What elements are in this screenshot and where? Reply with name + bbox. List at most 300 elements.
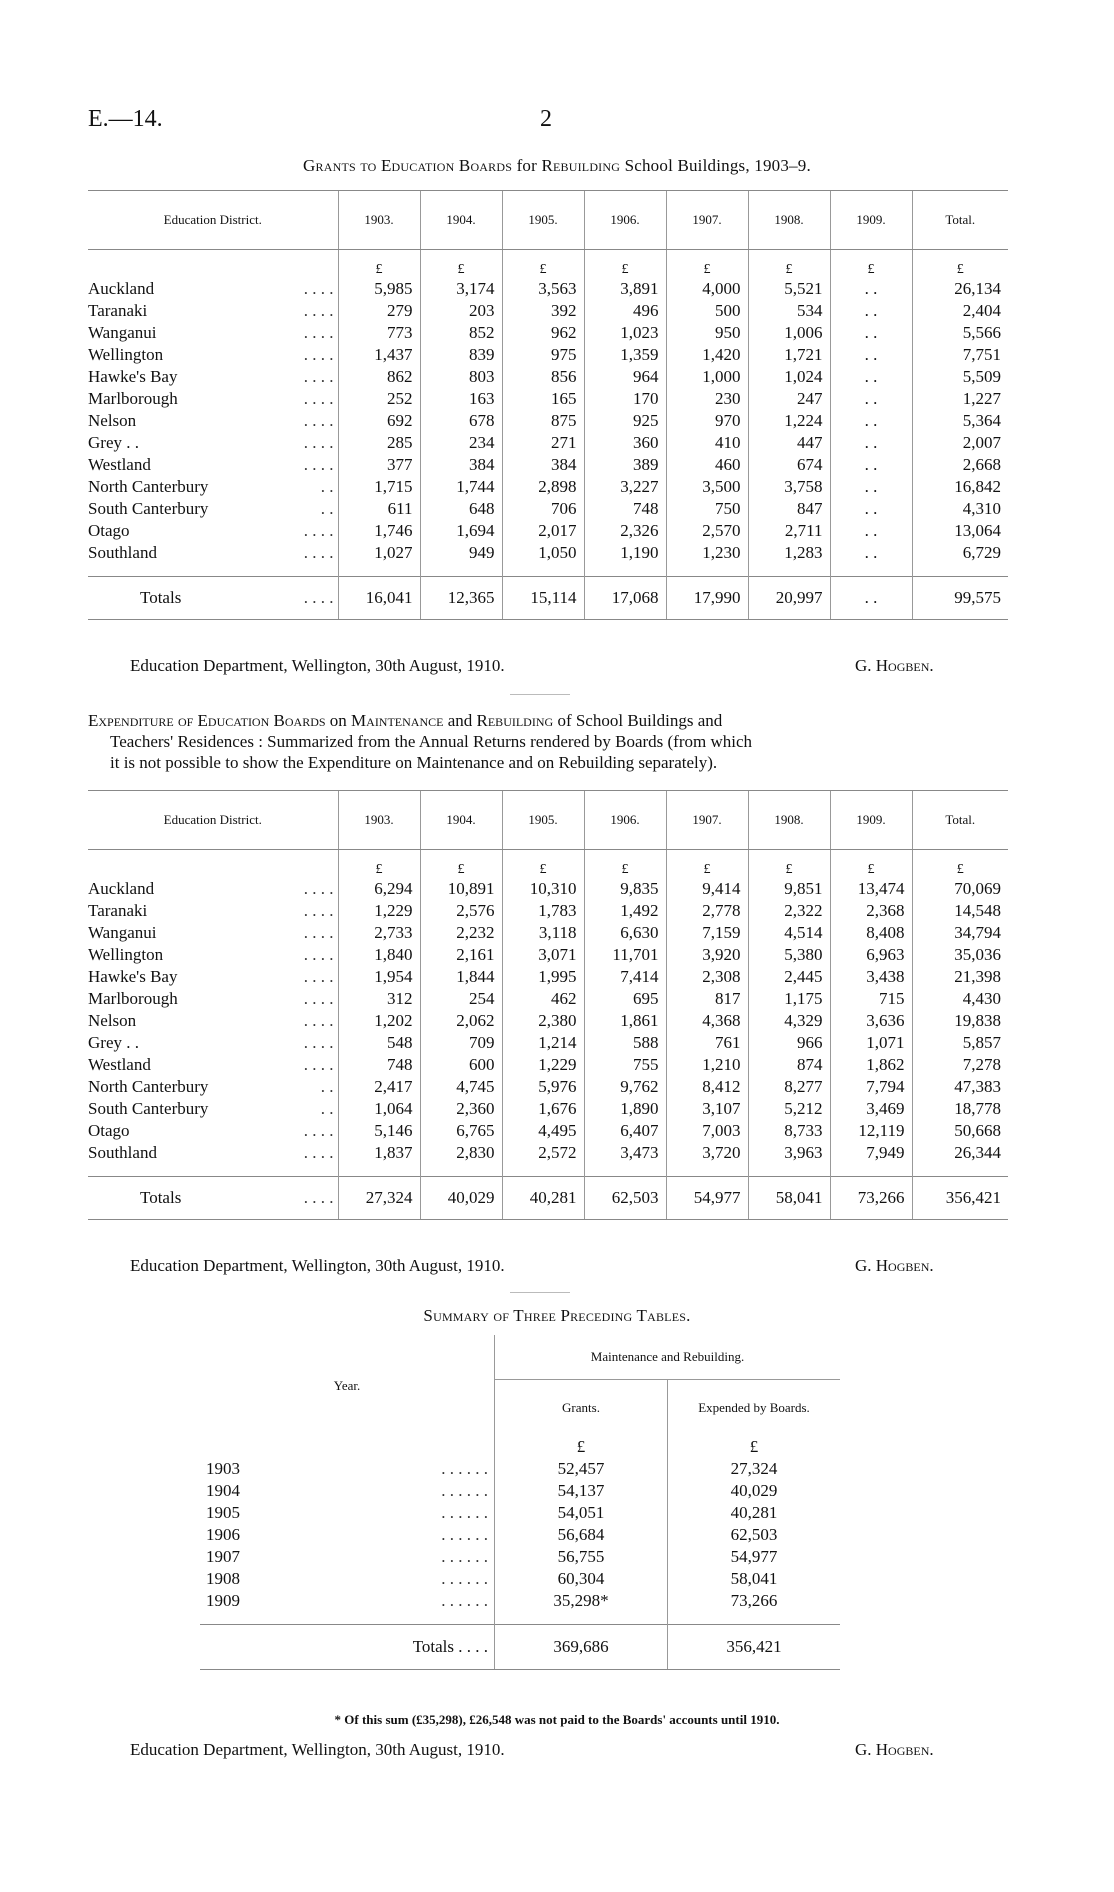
- separator-rule: [510, 1292, 570, 1293]
- table-cell: 5,521: [748, 278, 830, 300]
- totals-cell: 12,365: [420, 577, 502, 620]
- table-row: [200, 1568, 840, 1590]
- unit-label: £: [584, 250, 666, 279]
- table-cell: 5,985: [338, 278, 420, 300]
- table-cell: . .: [830, 454, 912, 476]
- table-cell: 3,636: [830, 1010, 912, 1032]
- table1-signature-name: G. Hogben.: [855, 656, 934, 675]
- table-cell: . .: [830, 344, 912, 366]
- table-cell: 252: [338, 388, 420, 410]
- table-cell: 7,751: [912, 344, 1008, 366]
- unit-label: £: [338, 850, 420, 879]
- table-cell: 674: [748, 454, 830, 476]
- table-cell: 2,417: [338, 1076, 420, 1098]
- leader-dots: . .: [320, 477, 334, 496]
- unit-label: £: [668, 1436, 841, 1458]
- leader-dots: . . . .: [303, 543, 334, 562]
- table-row: [88, 344, 1008, 366]
- table-cell: 1,437: [338, 344, 420, 366]
- table1-title-part-a: Grants to Education Boards: [303, 156, 513, 175]
- table-cell: 2,161: [420, 944, 502, 966]
- table3-year-header: Year.: [333, 1377, 361, 1393]
- summary-table: [200, 1335, 840, 1670]
- table-cell: 230: [666, 388, 748, 410]
- table-cell: 285: [338, 432, 420, 454]
- table1-title-part-b: for: [512, 156, 542, 175]
- table-row: [88, 542, 1008, 564]
- table-cell: 6,294: [338, 878, 420, 900]
- table-cell: 1,214: [502, 1032, 584, 1054]
- leader-dots: . . . .: [303, 901, 334, 920]
- table-cell: 4,310: [912, 498, 1008, 520]
- table-cell: 4,514: [748, 922, 830, 944]
- totals-cell: 40,029: [420, 1177, 502, 1220]
- totals-expended: 356,421: [668, 1624, 841, 1669]
- unit-row: [88, 850, 1008, 879]
- totals-cell: 73,266: [830, 1177, 912, 1220]
- table-cell: 2,007: [912, 432, 1008, 454]
- table-cell: 3,473: [584, 1142, 666, 1164]
- leader-dots: . . . .: [303, 323, 334, 342]
- leader-dots: . .: [320, 1099, 334, 1118]
- table-cell: 970: [666, 410, 748, 432]
- unit-label: £: [502, 250, 584, 279]
- expended-cell: 62,503: [668, 1524, 841, 1546]
- table-cell: 10,891: [420, 878, 502, 900]
- table-cell: 8,277: [748, 1076, 830, 1098]
- table-cell: 2,360: [420, 1098, 502, 1120]
- table-cell: 384: [502, 454, 584, 476]
- table-cell: 3,071: [502, 944, 584, 966]
- table-cell: 6,407: [584, 1120, 666, 1142]
- unit-label: £: [748, 850, 830, 879]
- table2-year-header: 1903.: [338, 791, 420, 850]
- spacer-cell: [830, 1164, 912, 1177]
- spacer-cell: [420, 564, 502, 577]
- table-cell: 2,232: [420, 922, 502, 944]
- table-cell: 4,368: [666, 1010, 748, 1032]
- unit-label: £: [666, 850, 748, 879]
- table-cell: 21,398: [912, 966, 1008, 988]
- spacer-cell: [88, 564, 248, 577]
- table-cell: 1,744: [420, 476, 502, 498]
- table-cell: 70,069: [912, 878, 1008, 900]
- table-cell: 3,720: [666, 1142, 748, 1164]
- leader-dots: . . . . . .: [441, 1569, 488, 1588]
- totals-label: Totals: [88, 1177, 248, 1220]
- district-name: Auckland: [88, 279, 155, 298]
- table-cell: 1,000: [666, 366, 748, 388]
- table-cell: 3,500: [666, 476, 748, 498]
- unit-label: £: [912, 250, 1008, 279]
- table-cell: 7,949: [830, 1142, 912, 1164]
- table-cell: 392: [502, 300, 584, 322]
- table-cell: 26,344: [912, 1142, 1008, 1164]
- leader-dots: . . . .: [303, 1011, 334, 1030]
- district-name: Westland: [88, 1055, 151, 1074]
- table-cell: 548: [338, 1032, 420, 1054]
- spacer-cell: [912, 1164, 1008, 1177]
- table-row: [200, 1590, 840, 1612]
- table1-total-header: Total.: [912, 191, 1008, 250]
- leader-dots: . . . .: [303, 1055, 334, 1074]
- table-cell: 817: [666, 988, 748, 1010]
- table-row: [88, 498, 1008, 520]
- table-cell: 247: [748, 388, 830, 410]
- district-name: Nelson: [88, 411, 137, 430]
- year-label: 1905: [206, 1503, 240, 1522]
- table-cell: 1,861: [584, 1010, 666, 1032]
- table-cell: 447: [748, 432, 830, 454]
- table-cell: 748: [584, 498, 666, 520]
- unit-label: £: [830, 250, 912, 279]
- table-row: [88, 1010, 1008, 1032]
- unit-spacer: [88, 250, 248, 279]
- table-cell: 2,733: [338, 922, 420, 944]
- year-label: 1908: [206, 1569, 240, 1588]
- spacer-cell: [272, 1612, 495, 1624]
- table-row: [88, 1120, 1008, 1142]
- grants-cell: 54,051: [495, 1502, 668, 1524]
- year-label: 1906: [206, 1525, 240, 1544]
- table-cell: 773: [338, 322, 420, 344]
- table-cell: 165: [502, 388, 584, 410]
- table1-year-header: 1908.: [748, 191, 830, 250]
- district-name: Westland: [88, 455, 151, 474]
- table-cell: 203: [420, 300, 502, 322]
- table-row: [88, 432, 1008, 454]
- table-cell: 2,368: [830, 900, 912, 922]
- table-cell: 2,570: [666, 520, 748, 542]
- leader-dots: . . . . . .: [441, 1503, 488, 1522]
- table-cell: 9,762: [584, 1076, 666, 1098]
- unit-label: £: [420, 850, 502, 879]
- table-cell: 2,308: [666, 966, 748, 988]
- leader-dots: . . . . . .: [441, 1525, 488, 1544]
- spacer-row: [88, 1164, 1008, 1177]
- table-cell: 1,283: [748, 542, 830, 564]
- table-row: [200, 1458, 840, 1480]
- table-cell: 1,746: [338, 520, 420, 542]
- district-name: Wanganui: [88, 323, 157, 342]
- table-cell: 692: [338, 410, 420, 432]
- spacer-cell: [584, 1164, 666, 1177]
- table-row: [200, 1546, 840, 1568]
- table-cell: 1,027: [338, 542, 420, 564]
- totals-cell: 356,421: [912, 1177, 1008, 1220]
- table2-desc-line2: Teachers' Residences : Summarized from the Annual Returns rendered by Boards (from which: [110, 732, 753, 751]
- table-cell: 1,227: [912, 388, 1008, 410]
- leader-dots: . . . .: [303, 1033, 334, 1052]
- totals-row: [88, 1177, 1008, 1220]
- expended-cell: 40,029: [668, 1480, 841, 1502]
- table-row: [88, 1142, 1008, 1164]
- table-cell: 5,380: [748, 944, 830, 966]
- table1-title: [0, 156, 1114, 176]
- table-cell: 1,862: [830, 1054, 912, 1076]
- table-cell: . .: [830, 366, 912, 388]
- table-cell: 709: [420, 1032, 502, 1054]
- table-cell: . .: [830, 278, 912, 300]
- totals-cell: 16,041: [338, 577, 420, 620]
- table-cell: 5,146: [338, 1120, 420, 1142]
- table-cell: 163: [420, 388, 502, 410]
- table2-desc-part-b: on: [325, 711, 352, 730]
- table-cell: 847: [748, 498, 830, 520]
- table-cell: 1,224: [748, 410, 830, 432]
- grants-cell: 52,457: [495, 1458, 668, 1480]
- table1-header-row: [88, 191, 1008, 250]
- table-cell: 1,071: [830, 1032, 912, 1054]
- table-cell: 2,668: [912, 454, 1008, 476]
- table-cell: 2,326: [584, 520, 666, 542]
- table1-district-header: Education District.: [88, 191, 338, 250]
- totals-cell: 20,997: [748, 577, 830, 620]
- table-row: [200, 1502, 840, 1524]
- table1-signature-place: Education Department, Wellington, 30th August, 1910.: [130, 656, 505, 675]
- district-name: North Canterbury: [88, 477, 209, 496]
- table-row: [88, 410, 1008, 432]
- totals-cell: 17,068: [584, 577, 666, 620]
- table2-year-header: 1906.: [584, 791, 666, 850]
- table-cell: 5,566: [912, 322, 1008, 344]
- table-cell: 10,310: [502, 878, 584, 900]
- spacer-cell: [200, 1612, 272, 1624]
- district-name: Otago: [88, 521, 130, 540]
- table-cell: 1,837: [338, 1142, 420, 1164]
- unit-label: £: [502, 850, 584, 879]
- table-cell: 7,414: [584, 966, 666, 988]
- table-cell: . .: [830, 388, 912, 410]
- table-cell: 755: [584, 1054, 666, 1076]
- table-cell: 50,668: [912, 1120, 1008, 1142]
- table-cell: 1,024: [748, 366, 830, 388]
- table-cell: 706: [502, 498, 584, 520]
- table-cell: 2,572: [502, 1142, 584, 1164]
- table-cell: 1,210: [666, 1054, 748, 1076]
- table-row: [88, 366, 1008, 388]
- table-cell: 1,420: [666, 344, 748, 366]
- table2-desc-line3: it is not possible to show the Expenditure on Maintenance and on Rebuilding separately).: [110, 753, 718, 772]
- unit-label: £: [666, 250, 748, 279]
- leader-dots: . . . .: [303, 923, 334, 942]
- unit-label: £: [420, 250, 502, 279]
- table-cell: 460: [666, 454, 748, 476]
- unit-label: £: [748, 250, 830, 279]
- expended-cell: 73,266: [668, 1590, 841, 1612]
- table-row: [88, 1032, 1008, 1054]
- leader-dots: . . . .: [303, 301, 334, 320]
- table-cell: 19,838: [912, 1010, 1008, 1032]
- table1-year-header: 1904.: [420, 191, 502, 250]
- table-cell: 875: [502, 410, 584, 432]
- table2-year-header: 1907.: [666, 791, 748, 850]
- expenditure-table: [88, 790, 1008, 1220]
- unit-spacer: [248, 250, 338, 279]
- leader-dots: . . . .: [303, 1143, 334, 1162]
- table-cell: 6,765: [420, 1120, 502, 1142]
- totals-cell: 17,990: [666, 577, 748, 620]
- totals-label: Totals: [88, 577, 248, 620]
- table-cell: 2,711: [748, 520, 830, 542]
- leader-dots: . . . .: [303, 989, 334, 1008]
- totals-cell: 27,324: [338, 1177, 420, 1220]
- table-cell: . .: [830, 300, 912, 322]
- table1-year-header: 1906.: [584, 191, 666, 250]
- table-cell: 389: [584, 454, 666, 476]
- table-cell: 3,118: [502, 922, 584, 944]
- district-name: Southland: [88, 1143, 157, 1162]
- table-cell: 2,404: [912, 300, 1008, 322]
- totals-cell: 58,041: [748, 1177, 830, 1220]
- table-cell: 384: [420, 454, 502, 476]
- table-cell: 1,995: [502, 966, 584, 988]
- leader-dots: . .: [320, 499, 334, 518]
- table-cell: 279: [338, 300, 420, 322]
- unit-label: £: [338, 250, 420, 279]
- table-cell: 695: [584, 988, 666, 1010]
- table-cell: 5,857: [912, 1032, 1008, 1054]
- table-cell: 5,364: [912, 410, 1008, 432]
- table-cell: 4,430: [912, 988, 1008, 1010]
- table-cell: 678: [420, 410, 502, 432]
- table-cell: 1,721: [748, 344, 830, 366]
- leader-dots: . . . . . .: [441, 1459, 488, 1478]
- year-label: 1907: [206, 1547, 240, 1566]
- spacer-cell: [338, 1164, 420, 1177]
- table1-body: [88, 250, 1008, 620]
- table-cell: 839: [420, 344, 502, 366]
- table-cell: 1,694: [420, 520, 502, 542]
- leader-dots: . . . .: [303, 279, 334, 298]
- district-name: South Canterbury: [88, 499, 209, 518]
- table2-body: [88, 850, 1008, 1220]
- district-name: Grey . .: [88, 1033, 139, 1052]
- table-cell: 715: [830, 988, 912, 1010]
- totals-cell: 54,977: [666, 1177, 748, 1220]
- table-cell: 852: [420, 322, 502, 344]
- table-cell: . .: [830, 476, 912, 498]
- table2-desc-part-a: Expenditure of Education Boards: [88, 711, 326, 730]
- table-cell: 3,438: [830, 966, 912, 988]
- leader-dots: . . . .: [303, 433, 334, 452]
- totals-grants: 369,686: [495, 1624, 668, 1669]
- district-name: Nelson: [88, 1011, 137, 1030]
- table-cell: 648: [420, 498, 502, 520]
- table-row: [88, 476, 1008, 498]
- table-cell: 2,445: [748, 966, 830, 988]
- unit-spacer: [200, 1436, 272, 1458]
- grants-cell: 60,304: [495, 1568, 668, 1590]
- expended-cell: 54,977: [668, 1546, 841, 1568]
- table-cell: 856: [502, 366, 584, 388]
- district-name: South Canterbury: [88, 1099, 209, 1118]
- unit-label: £: [584, 850, 666, 879]
- table3-grants-header: Grants.: [495, 1380, 668, 1437]
- spacer-cell: [248, 564, 338, 577]
- table-row: [88, 900, 1008, 922]
- table-cell: 8,412: [666, 1076, 748, 1098]
- table-cell: 2,898: [502, 476, 584, 498]
- spacer-cell: [748, 564, 830, 577]
- district-name: Wellington: [88, 345, 164, 364]
- table-cell: 1,202: [338, 1010, 420, 1032]
- table-cell: 5,212: [748, 1098, 830, 1120]
- leader-dots: . . . .: [303, 521, 334, 540]
- table-cell: 12,119: [830, 1120, 912, 1142]
- grants-table: [88, 190, 1008, 620]
- table-cell: 496: [584, 300, 666, 322]
- table-row: [88, 922, 1008, 944]
- leader-dots: . . . .: [303, 945, 334, 964]
- table-row: [88, 388, 1008, 410]
- table-cell: 3,174: [420, 278, 502, 300]
- table-cell: 7,794: [830, 1076, 912, 1098]
- table3-title: Summary of Three Preceding Tables.: [423, 1306, 691, 1325]
- table-cell: 1,954: [338, 966, 420, 988]
- table-cell: 3,963: [748, 1142, 830, 1164]
- leader-dots: . . . .: [303, 967, 334, 986]
- table-cell: 2,322: [748, 900, 830, 922]
- table-cell: 410: [666, 432, 748, 454]
- table-cell: 3,920: [666, 944, 748, 966]
- leader-dots: . . . .: [303, 367, 334, 386]
- leader-dots: . . . . . .: [441, 1591, 488, 1610]
- spacer-cell: [666, 1164, 748, 1177]
- district-name: Wellington: [88, 945, 164, 964]
- table-row: [88, 1054, 1008, 1076]
- table-cell: 3,469: [830, 1098, 912, 1120]
- year-label: 1903: [206, 1459, 240, 1478]
- table-cell: 950: [666, 322, 748, 344]
- unit-label: £: [495, 1436, 668, 1458]
- table-cell: . .: [830, 498, 912, 520]
- table-cell: 2,830: [420, 1142, 502, 1164]
- table-cell: 26,134: [912, 278, 1008, 300]
- table-cell: 925: [584, 410, 666, 432]
- unit-label: £: [912, 850, 1008, 879]
- table-cell: . .: [830, 322, 912, 344]
- table-cell: 1,783: [502, 900, 584, 922]
- table-cell: 1,175: [748, 988, 830, 1010]
- table-row: [88, 944, 1008, 966]
- unit-row: [88, 250, 1008, 279]
- table-cell: 534: [748, 300, 830, 322]
- table-cell: 748: [338, 1054, 420, 1076]
- table1-year-header: 1905.: [502, 191, 584, 250]
- table2-header-row: [88, 791, 1008, 850]
- spacer-cell: [502, 564, 584, 577]
- table-cell: 9,851: [748, 878, 830, 900]
- table-cell: 13,064: [912, 520, 1008, 542]
- table3-expended-header: Expended by Boards.: [668, 1380, 841, 1437]
- totals-cell: . .: [830, 577, 912, 620]
- year-label: 1904: [206, 1481, 240, 1500]
- district-name: Hawke's Bay: [88, 967, 178, 986]
- table3-footnote: * Of this sum (£35,298), £26,548 was not paid to the Boards' accounts until 1910.: [334, 1712, 780, 1727]
- district-name: North Canterbury: [88, 1077, 209, 1096]
- grants-cell: 54,137: [495, 1480, 668, 1502]
- table-cell: 2,778: [666, 900, 748, 922]
- table2-desc-part-e: Rebuilding: [476, 711, 554, 730]
- table-cell: 1,190: [584, 542, 666, 564]
- leader-dots: . . . .: [303, 389, 334, 408]
- table-cell: 1,676: [502, 1098, 584, 1120]
- table-cell: 750: [666, 498, 748, 520]
- page-number: 2: [540, 106, 552, 132]
- table-cell: 9,414: [666, 878, 748, 900]
- table-row: [200, 1480, 840, 1502]
